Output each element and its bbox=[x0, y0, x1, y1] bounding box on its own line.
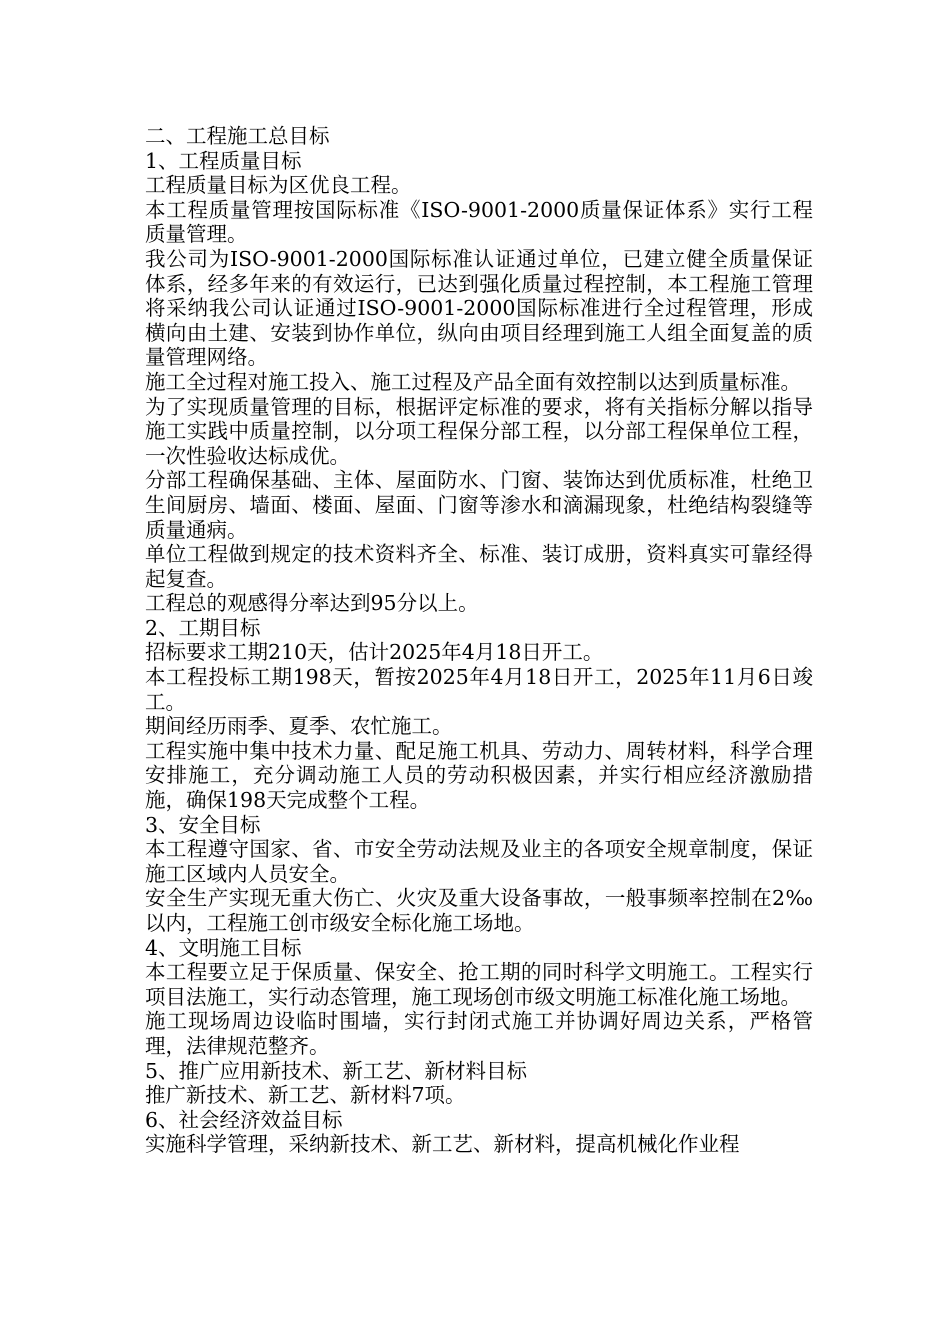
body-paragraph: 本工程要立足于保质量、保安全、抢工期的同时科学文明施工。工程实行项目法施工，实行动态管理，施工现场创市级文明施工标准化施工场地。 bbox=[145, 960, 813, 1009]
body-paragraph: 本工程遵守国家、省、市安全劳动法规及业主的各项安全规章制度，保证施工区域内人员安全。 bbox=[145, 837, 813, 886]
subsection-heading: 3、安全目标 bbox=[145, 812, 261, 837]
body-paragraph: 单位工程做到规定的技术资料齐全、标准、装订成册，资料真实可靠经得起复查。 bbox=[145, 542, 813, 591]
subsection-heading: 6、社会经济效益目标 bbox=[145, 1107, 343, 1132]
body-paragraph: 本工程质量管理按国际标准《ISO-9001-2000质量保证体系》实行工程质量管理。 bbox=[145, 197, 813, 247]
subsection-heading: 4、文明施工目标 bbox=[145, 935, 302, 960]
subsection-heading: 5、推广应用新技术、新工艺、新材料目标 bbox=[145, 1058, 528, 1083]
body-paragraph: 招标要求工期210天，估计2025年4月18日开工。 bbox=[145, 640, 604, 665]
body-paragraph: 工程总的观感得分率达到95分以上。 bbox=[145, 591, 479, 616]
body-paragraph: 施工全过程对施工投入、施工过程及产品全面有效控制以达到质量标准。 bbox=[145, 369, 801, 394]
section-heading: 二、工程施工总目标 bbox=[145, 124, 330, 148]
body-paragraph: 我公司为ISO-9001-2000国际标准认证通过单位，已建立健全质量保证体系，经多年来的有效运行，已达到强化质量过程控制，本工程施工管理将采纳我公司认证通过ISO-9001-2000国际标准进行全过程管理，形成横向由土建、安装到协作单位，纵向由项目经理到施工人组全面复盖的质量管理网络。 bbox=[145, 246, 813, 370]
body-paragraph: 为了实现质量管理的目标，根据评定标准的要求，将有关指标分解以指导施工实践中质量控制，以分项工程保分部工程，以分部工程保单位工程，一次性验收达标成优。 bbox=[145, 394, 813, 468]
document-body bbox=[145, 124, 813, 1157]
body-paragraph: 施工现场周边设临时围墙，实行封闭式施工并协调好周边关系，严格管理，法律规范整齐。 bbox=[145, 1009, 813, 1058]
body-paragraph: 工程质量目标为区优良工程。 bbox=[145, 173, 412, 198]
body-paragraph: 推广新技术、新工艺、新材料7项。 bbox=[145, 1083, 466, 1108]
body-paragraph: 安全生产实现无重大伤亡、火灾及重大设备事故，一般事频率控制在2‰以内，工程施工创市级安全标化施工场地。 bbox=[145, 886, 813, 935]
body-paragraph: 工程实施中集中技术力量、配足施工机具、劳动力、周转材料，科学合理安排施工，充分调动施工人员的劳动积极因素，并实行相应经济激励措施，确保198天完成整个工程。 bbox=[145, 738, 813, 813]
body-paragraph: 期间经历雨季、夏季、农忙施工。 bbox=[145, 714, 453, 739]
body-paragraph: 实施科学管理，采纳新技术、新工艺、新材料，提高机械化作业程 bbox=[145, 1132, 740, 1157]
body-paragraph: 分部工程确保基础、主体、屋面防水、门窗、装饰达到优质标准，杜绝卫生间厨房、墙面、楼面、屋面、门窗等渗水和滴漏现象，杜绝结构裂缝等质量通病。 bbox=[145, 468, 813, 542]
subsection-heading: 2、工期目标 bbox=[145, 615, 261, 640]
body-paragraph: 本工程投标工期198天，暂按2025年4月18日开工，2025年11月6日竣工。 bbox=[145, 665, 813, 714]
subsection-heading: 1、工程质量目标 bbox=[145, 148, 302, 173]
